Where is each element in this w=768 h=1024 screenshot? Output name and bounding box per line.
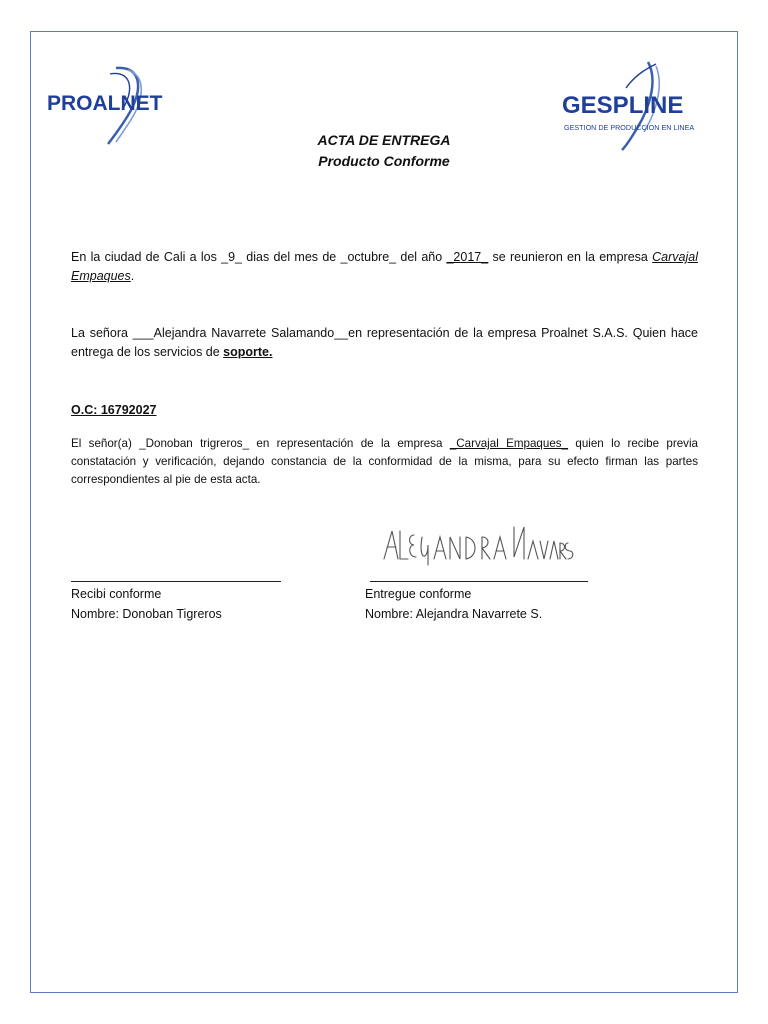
gespline-logo	[556, 58, 706, 152]
p4-company: _Carvajal Empaques_	[449, 437, 569, 450]
p2-service: soporte.	[223, 345, 273, 359]
receiver-signature-block	[71, 584, 222, 624]
p1-day: _9_	[221, 250, 242, 264]
p4-text-3: quien lo recibe previa constatación y verificación, dejando constancia de la conformidad de la misma, para su efecto firman las partes correspondientes al pie de esta acta.	[71, 437, 699, 486]
p1-text-4: se reunieron en la empresa	[488, 250, 653, 264]
handwritten-signature	[378, 521, 578, 571]
gespline-logo-title: GESPLINE	[562, 92, 684, 119]
meeting-paragraph	[71, 248, 698, 286]
p2-text-1: La señora	[71, 326, 133, 340]
proalnet-logo-text: PROALNET	[47, 92, 163, 115]
document-subtitle: Producto Conforme	[318, 153, 450, 169]
deliverer-name: Nombre: Alejandra Navarrete S.	[365, 607, 543, 621]
p2-text-2: en representación de la empresa Proalnet S.A.S. Quien hace entrega de los servicios de	[71, 326, 699, 359]
p1-text-2: dias del mes de	[242, 250, 341, 264]
document-title-block	[234, 130, 534, 172]
p4-text-1: El señor(a)	[71, 437, 140, 450]
receiver-name: Nombre: Donoban Tigreros	[71, 607, 222, 621]
signature-line-right	[370, 581, 588, 582]
p4-text-2: en representación de la empresa	[249, 437, 450, 450]
deliverer-label: Entregue conforme	[365, 587, 472, 601]
p2-name: ___Alejandra Navarrete Salamando__	[132, 326, 349, 340]
page-border	[30, 31, 738, 993]
p1-text-1: En la ciudad de Cali a los	[71, 250, 222, 264]
p4-name: _Donoban trigreros_	[139, 437, 250, 450]
deliverer-signature-block	[365, 584, 542, 624]
p1-month: _octubre_	[340, 250, 397, 264]
p1-year: _2017_	[446, 250, 489, 264]
p1-text-3: del año	[396, 250, 447, 264]
document-title: ACTA DE ENTREGA	[317, 132, 451, 148]
signature-line-left	[71, 581, 281, 582]
proalnet-logo	[46, 64, 191, 146]
purchase-order: O.C: 16792027	[71, 403, 157, 417]
gespline-logo-subtitle: GESTION DE PRODUCCION EN LINEA	[564, 123, 695, 132]
delivery-paragraph	[71, 324, 698, 362]
receipt-paragraph	[71, 435, 698, 489]
receiver-label: Recibi conforme	[71, 587, 162, 601]
p1-company: Carvajal Empaques	[71, 250, 698, 283]
p1-text-5: .	[130, 269, 135, 283]
